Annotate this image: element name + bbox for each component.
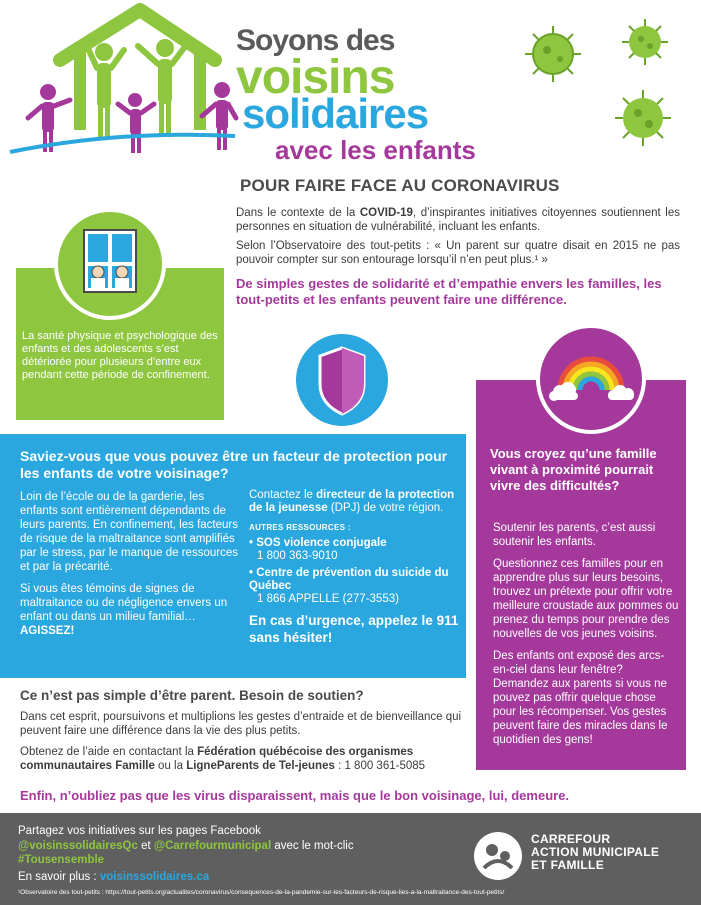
purple-paragraph-2: Questionnez ces familles pour en apprendre plus sur leurs besoins, trouvez un prétexte pour offrir votre meilleure croustade aux pommes ou prenez du temps pour prendre des nouvelles de vos jeunes voisins. [493, 558, 679, 640]
blue-box-title: Saviez-vous que vous pouvez être un facteur de protection pour les enfants de votre voisinage? [20, 448, 448, 481]
carrefour-logo-text: CARREFOUR ACTION MUNICIPALE ET FAMILLE [531, 832, 660, 872]
facebook-link-carrefour[interactable]: @Carrefourmunicipal [153, 840, 272, 852]
footnote: ¹Observatoire des tout-petits : https://tout-petits.org/actualites/coronavirus/consequences-de-la-pandemie-sur-les-facteurs-de-risque-lies-a-la-maltraitance-des-tout-petits/ [18, 889, 505, 896]
title-line-2: voisins [236, 51, 395, 104]
purple-paragraph-3: Des enfants ont exposé des arcs-en-ciel dans leur fenêtre? Demandez aux parents si vous ne pouvez pas offrir quelque chose pour les récompenser. Vos gestes peuvent faire des miracles dans le quotidien des gens! [493, 650, 668, 746]
resources-label: AUTRES RESSOURCES : [249, 523, 351, 532]
parent-paragraph-2: Obtenez de l’aide en contactant la Fédération québécoise des organismes communautaires Famille ou la LigneParents de Tel-jeunes : 1 800 361-5085 [20, 746, 426, 772]
intro-paragraph-2: Selon l’Observatoire des tout-petits : « Un parent sur quatre disait en 2015 ne pas pouvoir compter sur son entourage lorsqu’il n’en peut plus.¹ » [236, 240, 680, 266]
virus-icon [615, 90, 671, 146]
intro-highlight: De simples gestes de solidarité et d’empathie envers les familles, les tout-petits et les enfants peuvent faire une différence. [236, 276, 662, 307]
virus-icon [525, 26, 581, 82]
window-children-icon [58, 212, 162, 316]
family-house-illustration [0, 0, 240, 165]
emergency-text: En cas d’urgence, appelez le 911 sans hésiter! [249, 613, 459, 645]
window-icon-circle [54, 208, 166, 320]
intro-paragraph-1: Dans le contexte de la COVID-19, d’inspirantes initiatives citoyennes soutiennent les personnes en situation de vulnérabilité, incluant les enfants. [236, 207, 680, 233]
parent-section-text [20, 710, 466, 780]
title-line-4: avec les enfants [275, 135, 476, 165]
shield-icon-circle [292, 330, 392, 430]
dpj-contact-text: Contactez le directeur de la protection de la jeunesse (DPJ) de votre région. [249, 489, 455, 514]
shield-icon [296, 334, 388, 426]
green-box-text: La santé physique et psychologique des enfants et des adolescents s’est détériorée pour plusieurs d’entre eux pendant cette période de confinement. [22, 330, 218, 381]
blue-col1-paragraph-2: Si vous êtes témoins de signes de maltraitance ou de négligence envers un enfant ou dans un milieu familial… AGISSEZ! [20, 583, 228, 637]
rainbow-icon-circle [536, 324, 646, 434]
parent-paragraph-1: Dans cet esprit, poursuivons et multiplions les gestes d’entraide et de bienveillance qui peuvent faire une différence dans la vie des plus petits. [20, 711, 462, 737]
blue-col1-paragraph-1: Loin de l’école ou de la garderie, les enfants sont entièrement dépendants de leurs parents. En confinement, les facteurs de risque de la maltraitance sont amplifiés par le stress, par le manque de ressources et par la précarité. [20, 491, 238, 573]
virus-icon [622, 19, 668, 65]
purple-box-title: Vous croyez qu’une famille vivant à proximité pourrait vivre des difficultés? [490, 446, 657, 493]
purple-box-text [493, 521, 679, 755]
footer-share-text: Partagez vos initiatives sur les pages Facebook [18, 825, 261, 837]
hashtag[interactable]: #Tousensemble [18, 854, 105, 866]
rainbow-icon [540, 328, 642, 430]
agissez-text: AGISSEZ! [20, 625, 75, 637]
resource-item: • Centre de prévention du suicide du Québec 1 866 APPELLE (277-3553) [249, 567, 449, 605]
footer-more-info: En savoir plus : voisinssolidaires.ca [18, 871, 210, 883]
footer-facebook-line: @voisinssolidairesQc et @Carrefourmunicipal avec le mot-clic [18, 840, 354, 852]
blue-box-column-2 [249, 489, 459, 646]
purple-paragraph-1: Soutenir les parents, c’est aussi soutenir les enfants. [493, 522, 656, 548]
parent-section-title: Ce n’est pas simple d’être parent. Besoin de soutien? [20, 688, 364, 703]
closing-statement: Enfin, n’oubliez pas que les virus disparaissent, mais que le bon voisinage, lui, demeure. [20, 788, 570, 803]
website-link[interactable]: voisinssolidaires.ca [99, 871, 210, 883]
header [0, 0, 701, 170]
title-line-1: Soyons des [236, 24, 395, 57]
carrefour-logo-icon [472, 830, 524, 882]
title-line-3: solidaires [242, 90, 429, 137]
facebook-link-voisins[interactable]: @voisinssolidairesQc [18, 840, 138, 852]
resource-item: • SOS violence conjugale 1 800 363-9010 [249, 537, 387, 562]
intro-text [236, 206, 680, 272]
blue-box-column-1 [20, 490, 242, 646]
virus-icons [515, 18, 695, 158]
section-subhead: POUR FAIRE FACE AU CORONAVIRUS [240, 176, 560, 195]
